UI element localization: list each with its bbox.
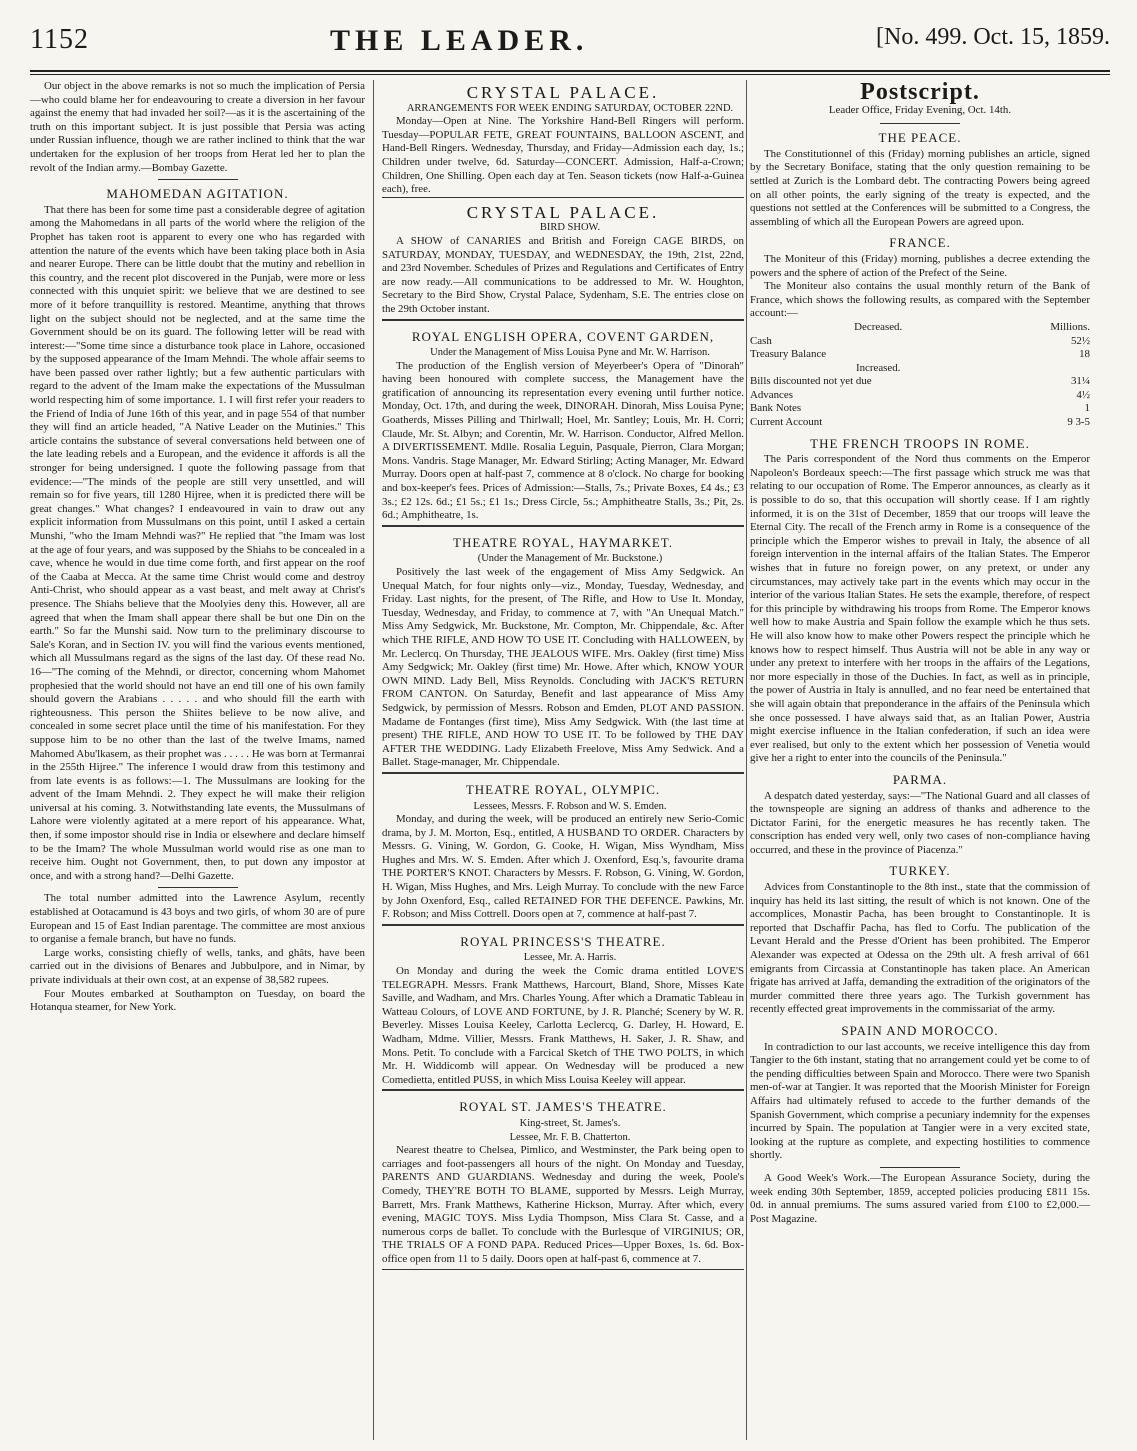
ad-subtitle: King-street, St. James's. [519,1117,621,1129]
rome-body: The Paris correspondent of the Nord thus comments on the Emperor Napoleon's Bordeaux speech:—The first passage which struck me was that relating to our occupation of Rome. The Emperor announces, as clearly as it is possible to do so, that this occupation will shortly cease. If I am rightly informed, it is on the 31st of December, 1859 that our troops will leave the Eternal City. The recall of the French army in Rome is a consequence of the principle which the Emperor wishes to prevail in Italy, the absence of all foreign intervention in the internal affairs of the Italian States. The Emperor wishes that in future no foreign power, on any pretext, or under any circumstances, may actively take part in the events which may occur in the interior of the various Italian States. He sets the example, therefore, of respect for this principle by withdrawing his troops from Rome. The Emperor knows well how to make Austria and Spain follow the example which he thus sets. He will also know how to make other Powers respect the principle which he knows how to respect himself. Thus Austria will not be able in any way or under any pretext to interfere with her troops in the affairs of the Legations, nor more especially in those of the Duchies. In fact, as well as in principle, the power of Austria in Italy is annulled, and no fear need be entertained that she will again obtain that preponderance in the affairs of the Peninsula which she once possessed. I have always said that, as an Italian Power, Austria might exercise influence in the Italian confederation, if such an idea were ever realised, but only to the extent which her possession of Venetia would give her a right to enter into the councils of the Peninsula." [750,453,1090,765]
table-row: Advances 4½ [750,388,1090,401]
moutes-paragraph: Four Moutes embarked at Southampton on Tuesday, on board the Hotanqua steamer, for New York. [30,987,365,1014]
header-rule-thin [30,74,1110,75]
heading-rome: THE FRENCH TROOPS IN ROME. [810,435,1030,451]
ad-royal-english-opera [382,320,744,526]
postscript-heading: Postscript. [860,79,980,105]
ad-body: Monday—Open at Nine. The Yorkshire Hand-Bell Ringers will perform. Tuesday—POPULAR FETE, GREAT FOUNTAINS, BALLOON ASCENT, and Hand-Bell Ringers. Wednesday, Thursday, and Friday—Admission each day, 1s.; Children under twelve, 6d. Saturday—CONCERT. Admission, Half-a-Crown; Children, One Shilling. Open each day at Ten. Season tickets (now Half-a-Guinea each), free. [382,115,744,196]
peace-body: The Constitutionnel of this (Friday) morning publishes an article, signed by the Secretary Boniface, stating that the only question remaining to be settled at Zurich is the Lombard debt. The contracting Powers being agreed on all other points, the early signing of the treaty is expected, and the questions not settled at the Conferences will be submitted to a Congress, the assembling of which all the European Powers are agreed upon. [750,147,1090,228]
increased-label: Increased. [855,361,901,374]
mahomedan-article: That there has been for some time past a considerable degree of agitation among the Mahomedans in all parts of the world where the religion of the Prophet has taken root is apparent to every one who has regarded with attention the nature of the events which have been taking place both in Asia and nearer Europe. There can be little doubt that the mutiny and rebellion in this country, and the recent plot discovered in the Punjab, were more or less connected with this unquiet spirit: we believe that we are destined to see more of it before tranquillity is restored. Meantime, anything that throws light on the subject should not be neglected, and at the same time the Government should be on its guard. The following letter will be read with interest:—"Some time since a disturbance took place in Lahore, occasioned by the supposed appearance of the Imam Mehndi. The whole affair seems to have been passed over rather lightly; but a few authentic particulars with regard to the advent of the Imam make the expectations of the Mussulman world respecting him of some importance. 1. I will first refer your readers to the Friend of India of June 16th of this year, and in page 554 of that number they will find an article headed, "A Native Leader on the Mutinies." This article contains the substance of several conversations held between one of the late leading rebels and a European, and the evidence it affords is all the stronger for being undersigned. I quote the following passage from that evidence:—"The minds of the people are still very unsettled, and will remain so for five years, till 1280 Hijree, when it is predicted there will be great changes." What changes? I endeavoured in vain to draw out any explicit information from Mussulmans on this point, until I asked a certain Munshi, "who the Imam Mehndi was?" He replied that "the Imam was lost at the age of four years, and was supposed by the Shiahs to be concealed in a cave, whence he would in due time come forth, and first appear on the roof of the Caaba at Mecca. At the same time Christ would come and destroy Anti-Christ, who should appear as a vast beast, and melt away at Christ's presence. The Shiahs believe that the Moolyies deny this. However, all are agreed that when the Imam shall appear there shall be but one Din on the earth." So far the Munshi said. Now turn to the preliminary discourse to Sale's Koran, and in Section IV. you will find the various events mentioned, which all Mussulmans regard as the signs of the last day. Of these read No. 16—"The coming of the Mehndi, or director, concerning whom Mahomet prophesied that the world should not have an end till one of his own family should govern the Arabians . . . . . and who should fill the earth with righteousness. This person the Shiites believe to be now alive, and concealed in some secret place until the time of his manifestation. For they suppose him to be no other than the last of the twelve Imams, named Mahomed Abu'lkasem, as their prophet was . . . . . He was born at Termanrai in the 255th Hijree." The inference I would draw from this testimony and from late events is as follows:—1. The Mussulmans are looking for the advent of the Imam Mehndi. 2. They expect he will make their religion universal at his coming. 3. Notwithstanding late events, the Mussulmans of Lahore were violently agitated at a mere report of his appearance. What, then, if some impostor should rise in India or elsewhere and declare himself to be the Imam? The whole Mussulman world would rise as one man to receive him. Ought not Government, then, to put down any impostor at once, and with a strong hand?—Delhi Gazette. [30,203,365,882]
france-p2: The Moniteur also contains the usual monthly return of the Bank of France, which shows the following results, as compared with the September account:— [750,280,1090,320]
ad-title: ROYAL PRINCESS'S THEATRE. [460,933,666,949]
table-row: Bills discounted not yet due 31¼ [750,375,1090,388]
dateline: Leader Office, Friday Evening, Oct. 14th. [828,103,1012,116]
ad-body: Monday, and during the week, will be produced an entirely new Serio-Comic drama, by J. M. Morton, Esq., entitled, A HUSBAND TO ORDER. Characters by Messrs. G. Vining, W. Gordon, G. Cooke, H. Wigan, Miss Wyndham, Miss Hughes and Mrs. W. S. Emden. After which J. Oxenford, Esq.'s, favourite drama THE PORTER'S KNOT. Characters by Messrs. F. Robson, G. Vining, W. Gordon, H. Wigan, Miss Hughes, and Mrs. Leigh Murray. To conclude with the new Farce by John Oxenford, Esq., called RETAINED FOR THE DEFENCE. Pawkins, Mr. F. Robson; and Miss Cottrell. Doors open at 7, commence at half-past 7. [382,813,744,921]
column-divider-2 [746,80,747,1440]
lawrence-asylum-paragraph: The total number admitted into the Lawrence Asylum, recently established at Ootacamund is 43 boys and two girls, of whom 30 are of pure European and 15 of East Indian parentage. The committee are most anxious to organise a female branch, but have no funds. [30,892,365,946]
ad-title: ROYAL ENGLISH OPERA, COVENT GARDEN, [411,328,715,344]
separator [880,1167,960,1168]
column-left [30,80,365,1015]
heading-spain-morocco: SPAIN AND MOROCCO. [841,1023,999,1038]
france-p1: The Moniteur of this (Friday) morning, publishes a decree extending the powers and the sphere of action of the Prefect of the Seine. [750,252,1090,279]
decreased-label: Decreased. [854,320,903,333]
ad-body: A SHOW of CANARIES and British and Foreign CAGE BIRDS, on SATURDAY, MONDAY, TUESDAY, and WEDNESDAY, the 19th, 21st, 22nd, and 23rd November. Schedules of Prizes and Regulations and Certificates of Entry are now ready.—All communications to be addressed to Mr. W. Houghton, Secretary to the Bird Show, Crystal Palace, Sydenham, S.E. The entries close on the 29th October instant. [382,234,744,315]
ad-olympic [382,773,744,925]
newspaper-title: THE LEADER. [330,24,589,57]
ad-title: ROYAL ST. JAMES'S THEATRE. [459,1099,667,1115]
ad-title: CRYSTAL PALACE. [466,83,660,102]
column-right [750,80,1090,1226]
ad-princess [382,925,744,1091]
issue-date: [No. 499. Oct. 15, 1859. [876,24,1110,50]
ad-crystal-palace-1 [382,83,744,197]
separator [158,179,238,180]
table-row: Cash 52½ [750,334,1090,347]
column-divider-1 [373,80,374,1440]
ad-body: The production of the English version of Meyerbeer's Opera of "Dinorah" having been honoured with complete success, the Management have the gratification of announcing its representation every evening until further notice. Monday, Oct. 17th, and during the week, DINORAH. Dinorah, Miss Louisa Pyne; Goatherds, Misses Pilling and Thirlwall; Hoel, Mr. Santley; Louis, Mr. H. Corri; Claude, Mr. St. Albyn; and Corentin, Mr. W. Harrison. Conductor, Alfred Mellon. A DIVERTISSEMENT. Mdlle. Rosalia Leguin, Pasquale, Pierron, Clara Morgan; Mons. Vandris. Stage Manager, Mr. Edward Stirling; Acting Manager, Mr. Edward Murray. Doors open at half-past 7, commence at 8 o'clock. No charge for booking and box-keeper's fees. Prices of Admission:—Stalls, 7s.; Private Boxes, £4 4s.; £3 3s.; £2 12s. 6d.; £1 5s.; £1 1s.; Dress Circle, 5s.; Amphitheatre Stalls, 3s.; Pit, 2s. 6d.; Amphitheatre, 1s. [382,359,744,522]
ad-subtitle: Lessee, Mr. A. Harris. [523,952,617,964]
heading-peace: THE PEACE. [878,130,962,146]
ad-haymarket [382,526,744,773]
ad-subtitle: Lessee, Mr. F. B. Chatterton. [509,1131,631,1143]
ad-st-james [382,1090,744,1269]
ad-crystal-palace-2 [382,197,744,320]
ad-body: On Monday and during the week the Comic drama entitled LOVE'S TELEGRAPH. Messrs. Frank Matthews, Harcourt, Bland, Shore, Misses Kate Saville, and Wadham, and Mrs. Charles Young. After which a Dramatic Tableau in Watteau Colours, of LOVE AND FORTUNE, by J. R. Planché; Scenery by W. R. Beverley. Misses Louisa Keeley, Carlotta Leclercq, G. Darley, H. Howard, E. Wadham, Mdme. Villier, Messrs. Frank Matthews, H. Saker, J. R. Shaw, and Mons. Petit. To conclude with a Farcical Sketch of THE TWO POLTS, in which Mr. H. Widdicomb will appear. On Wednesday will be produced a new Comedietta, entitled PUSS, in which Miss Louisa Keeley will appear. [382,965,744,1086]
ad-title: CRYSTAL PALACE. [466,202,660,222]
millions-label: Millions. [1050,320,1090,333]
ad-subtitle: Lessees, Messrs. F. Robson and W. S. Emden. [473,800,667,812]
parma-body: A despatch dated yesterday, says:—"The National Guard and all classes of the townspeople are signing an address of thanks and adherence to the Dictator Farini, for the energetic measures he has recently taken. The conscription has ended very well, only two cases of non-compliance having occurred, and these in the province of Piacenza." [750,789,1090,856]
ad-body: Positively the last week of the engagement of Miss Amy Sedgwick. An Unequal Match, for four nights only—viz., Monday, Tuesday, Wednesday, and Friday. Last nights, for the present, of The Rifle, and How to Use It. Monday, Tuesday, Wednesday, and Friday, to commence at 7, with "An Unequal Match." Miss Amy Sedgwick, Mr. Buckstone, Mr. Compton, Mr. Chippendale, &c. After which THE RIFLE, AND HOW TO USE IT. Concluding with HALLOWEEN, by Mr. Leclercq. On Thursday, THE JEALOUS WIFE. Mrs. Oakley (first time) Miss Amy Sedgwick; Mr. Oakley (first time) Mr. Howe. After which, KNOW YOUR OWN MIND. Lady Bell, Miss Reynolds. Concluding with JACK'S RETURN FROM CANTON. On Saturday, Benefit and last appearance of Miss Amy Sedgwick, by permission of Messrs. Robson and Emden, PLOT AND PASSION. Madame de Fontanges (first time), Miss Amy Sedgwick. With (the last time at present) THE RIFLE, AND HOW TO USE IT. To be followed by THE DAY AFTER THE WEDDING. Lady Elizabeth Freelove, Miss Amy Sedwick. And a Ballet. Stage-manager, Mr. Chippendale. [382,566,744,769]
heading-france: FRANCE. [889,235,951,251]
ad-subtitle: ARRANGEMENTS FOR WEEK ENDING SATURDAY, OCTOBER 22ND. [406,102,734,114]
ad-subtitle: (Under the Management of Mr. Buckstone.) [477,553,663,565]
heading-mahomedan: MAHOMEDAN AGITATION. [106,186,289,202]
good-week-paragraph: A Good Week's Work.—The European Assurance Society, during the week ending 30th September, 1859, accepted policies producing £811 15s. 0d. in annual premiums. The sums assured varied from £100 to £2,000.—Post Magazine. [750,1171,1090,1225]
spain-body: In contradiction to our last accounts, we receive intelligence this day from Tangier to the 6th instant, stating that no arrangement could yet be come to of the pending difficulties between Spain and Morocco. There were two Spanish men-of-war at Tangier. It was reported that the Moorish Minister for Foreign Affairs had ultimately refused to accede to the further demands of the Spanish Government, which comprise a pecuniary indemnity for the expenses incurred by Spain. The population at Tangier were in a very excited state, looking at the rupture as complete, and expecting hostilities to commence shortly. [750,1040,1090,1162]
table-row: Treasury Balance 18 [750,348,1090,361]
separator [880,123,960,124]
table-row: Current Account 9 3-5 [750,416,1090,429]
bank-return-table [750,321,1090,430]
header-rule [30,70,1110,72]
works-paragraph: Large works, consisting chiefly of wells, tanks, and ghâts, have been carried out in the divisions of Benares and Jubbulpore, and in Nimar, by private individuals at their own cost, at an expense of 38,582 rupees. [30,946,365,986]
persia-paragraph: Our object in the above remarks is not so much the implication of Persia—who could blame her for endeavouring to create a diversion in her favour against the enemy that had invaded her soil?—as it is the ascertaining of the truth on this important subject. It is just possible that Persia was acting under Russian influence, though we are rather inclined to think that the war undertaken for the explusion of her troops from Herat led her to plan the revolt of the Indian army.—Bombay Gazette. [30,80,365,174]
column-middle [382,80,744,1270]
page-header [30,18,1110,60]
heading-turkey: TURKEY. [889,863,951,879]
ad-subtitle: Under the Management of Miss Louisa Pyne and Mr. W. Harrison. [430,347,710,359]
table-row: Bank Notes 1 [750,402,1090,415]
heading-parma: PARMA. [892,771,948,787]
turkey-body: Advices from Constantinople to the 8th inst., state that the commission of inquiry has held its last sitting, the result of which is not known. One of the accomplices, Monastir Pacha, has been brought to Constantinople. It is reported that Dschaffir Pacha, has fled to Corfu. The publication of the Levant Herald and the Presse d'Orient has been prohibited. The Emperor Alexander was expected at Odessa on the 29th ult. A fresh arrival of 661 emigrants from Circassia at Constantinople has taken place. An American frigate has arrived at Jaffa, demanding the extradition of the originators of the murder committed there three years ago. The Turkish government has recently effected great improvements in the commissariat of the army. [750,881,1090,1016]
ad-title: THEATRE ROYAL, OLYMPIC. [465,781,661,797]
ad-body: Nearest theatre to Chelsea, Pimlico, and Westminster, the Park being open to carriages and foot-passengers all hours of the night. On Monday and Tuesday, PARENTS AND GUARDIANS. Wednesday and during the week, Poole's Comedy, THEY'RE BOTH TO BLAME, supported by Messrs. Leigh Murray, Barrett, Mrs. Frank Matthews, Katherine Hickson, Murray. After which, every evening, MAGIC TOYS. Miss Lydia Thompson, Miss Clara St. Casse, and a numerous corps de ballet. To conclude with the Burlesque of VIRGINIUS; OR, THE TRIALS OF A FOND PAPA. Reduced Prices—Upper Boxes, 1s. 6d. Box-office open from 11 to 5 daily. Doors open at half-past 6, commence at 7. [382,1144,744,1265]
ad-title: THEATRE ROYAL, HAYMARKET. [453,534,673,550]
page-number: 1152 [30,24,89,55]
ad-subtitle: BIRD SHOW. [539,222,601,234]
separator [158,887,238,888]
